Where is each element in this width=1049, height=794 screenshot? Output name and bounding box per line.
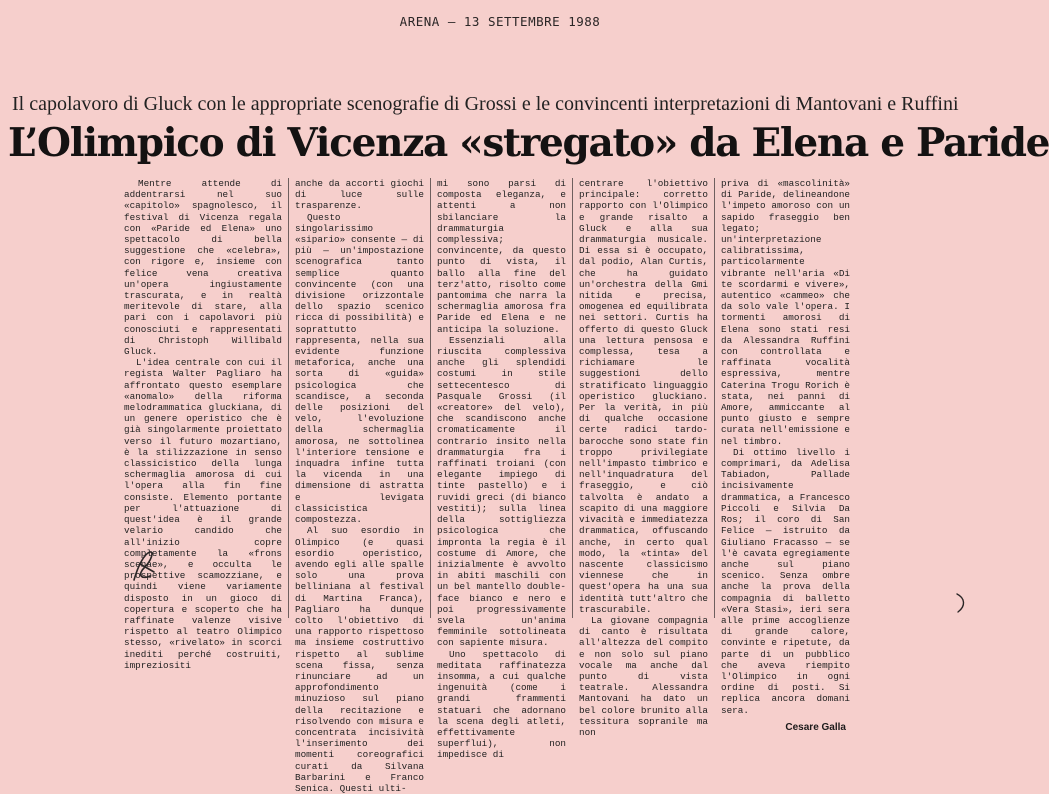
margin-bracket-icon [955,592,969,614]
article-column-4 [572,178,714,738]
handwritten-mark-icon [130,546,160,586]
author-signature: Cesare Galla [785,721,846,733]
paragraph: centrare l'obiettivo principale: corretto rapporto con l'Olimpico e grande risalto a Gluck e alla sua drammaturgia musicale. Di essa si è occupato, dal podio, Alan Curtis, che ha guidato un'orchestra della Gmi nitida e precisa, omogenea ed equilibrata nei settori. Curtis ha offerto di questo Gluck una lettura pensosa e complessa, tesa a richiamare le suggestioni dello stratificato linguaggio operistico gluckiano. Per la verità, in più di qualche occasione certe radici tardo-barocche sono state fin troppo privilegiate nell'impasto timbrico e nell'inquadratura del fraseggio, e ciò talvolta è andato a scapito di una maggiore vivacità e immediatezza drammatica, offuscando anche, in certo qual modo, la «tinta» del nascente classicismo viennese che in quest'opera ha una sua identità tutt'altro che trascurabile. [579,178,708,615]
paragraph: anche da accorti giochi di luce sulle trasparenze. [295,178,424,212]
paragraph: Uno spettacolo di meditata raffinatezza insomma, a cui qualche ingenuità (come i grandi frammenti statuari che adornano la scena degli atleti, effettivamente superflui), non impedisce di [437,648,566,761]
paragraph: Mentre attende di addentrarsi nel suo «capitolo» spagnolesco, il festival di Vicenza regala con «Paride ed Elena» uno spettacolo di bella suggestione che «celebra», con rigore e, insieme con felice vena creativa un'opera ingiustamente trascurata, e in realtà meritevole di stare, alla pari con i capolavori più conosciuti e rappresentati di Christoph Willibald Gluck. [124,178,282,358]
paragraph: Di ottimo livello i comprimari, da Adelisa Tabiadon, Pallade incisivamente drammatica, a Francesco Piccoli e Silvia Da Ros; il coro di San Felice — istruito da Giuliano Fracasso — se l'è cavata egregiamente anche sul piano scenico. Senza ombre anche la prova della compagnia di balletto «Vera Stasi», ieri sera alle prime accoglienze di grande calore, convinte e ripetute, da parte di un pubblico che aveva riempito l'Olimpico in ogni ordine di posti. Si replica ancora domani sera. [721,446,850,716]
kicker-subtitle: Il capolavoro di Gluck con le appropriate scenografie di Grossi e le convincenti interpretazioni di Mantovani e Ruffini [12,93,959,115]
article-column-2 [288,178,430,794]
paragraph: Al suo esordio in Olimpico (e quasi esordio operistico, avendo egli alle spalle solo una prova belliniana al festival di Martina Franca), Pagliaro ha dunque colto l'obiettivo di una rapporto rispettoso ma insieme costruttivo rispetto al sublime scena fissa, senza rinunciare ad un approfondimento minuzioso sul piano della recitazione e risolvendo con misura e concentrata incisività l'inserimento dei momenti coreografici curati da Silvana Barbarini e Franco Senica. Questi ulti- [295,525,424,794]
paragraph: La giovane compagnia di canto è risultata all'altezza del compito e non solo sul piano vocale ma anche dal punto di vista teatrale. Alessandra Mantovani ha dato un bel colore brunito alla tessitura sopranile ma non [579,614,708,738]
article-column-3 [430,178,572,761]
paragraph: priva di «mascolinità» di Paride, delineandone l'impeto amoroso con un sapido fraseggio ben legato; un'interpretazione calibratissima, particolarmente vibrante nell'aria «Di te scordarmi e vivere», autentico «cammeo» che da solo vale l'opera. I tormenti amorosi di Elena sono stati resi da Alessandra Ruffini con controllata e raffinata vocalità espressiva, mentre Caterina Trogu Rorich è stata, nei panni di Amore, ammiccante al punto giusto e sempre curata nell'emissione e nel timbro. [721,178,850,447]
paragraph: L'idea centrale con cui il regista Walter Pagliaro ha affrontato questo esemplare «anomalo» della riforma melodrammatica gluckiana, di un genere operistico che è già singolarmente proiettato verso il futuro mozartiano, è la stilizzazione in senso classicistico della lunga schermaglia amorosa di cui l'opera alla fin fine consiste. Elemento portante per l'attuazione di quest'idea è il grande velario candido che all'inizio copre completamente la «frons scenae», e occulta le prospettive scamozziane, e quindi viene variamente disposto in un gioco di copertura e scoperto che ha raffinate valenze visive rispetto al teatro Olimpico stesso, «rivelato» in scorci inediti perché costruiti, impreziositi [124,357,282,671]
paragraph: Essenziali alla riuscita complessiva anche gli splendidi costumi in stile settecentesco di Pasquale Grossi (il «creatore» del velo), che scandiscono anche cromaticamente il contrario insito nella drammaturgia fra i raffinati troiani (con elegante impiego di tinte pastello) e i ruvidi greci (di bianco vestiti); sulla linea della sottigliezza psicologica che impronta la regia è il costume di Amore, che inizialmente è avvolto in abiti maschili con un bel mantello double-face bianco e nero e poi progressivamente svela un'anima femminile sottolineata con sapiente misura. [437,334,566,649]
paragraph: mi sono parsi di composta eleganza, e attenti a non sbilanciare la drammaturgia complessiva; convincente, da questo punto di vista, il ballo alla fine del terz'atto, risolto come pantomima che narra la schermaglia amorosa fra Paride ed Elena e ne anticipa la soluzione. [437,178,566,335]
dateline: ARENA — 13 SETTEMBRE 1988 [399,14,601,29]
headline: L’Olimpico di Vicenza «stregato» da Elena e Paride [8,120,1049,166]
article-body [118,178,956,794]
article-column-5 [714,178,856,733]
paragraph: Questo singolarissimo «sipario» consente — di più — un'impostazione scenografica tanto semplice quanto convincente (con una divisione orizzontale dello spazio scenico ricca di possibilità) e soprattutto rappresenta, nella sua evidente funzione metaforica, anche una sorta di «guida» psicologica che scandisce, a seconda delle posizioni del velo, l'evoluzione della schermaglia amorosa, ne sottolinea l'interiore tensione e inquadra infine tutta la vicenda in una dimensione di astratta e levigata classicistica compostezza. [295,211,424,526]
